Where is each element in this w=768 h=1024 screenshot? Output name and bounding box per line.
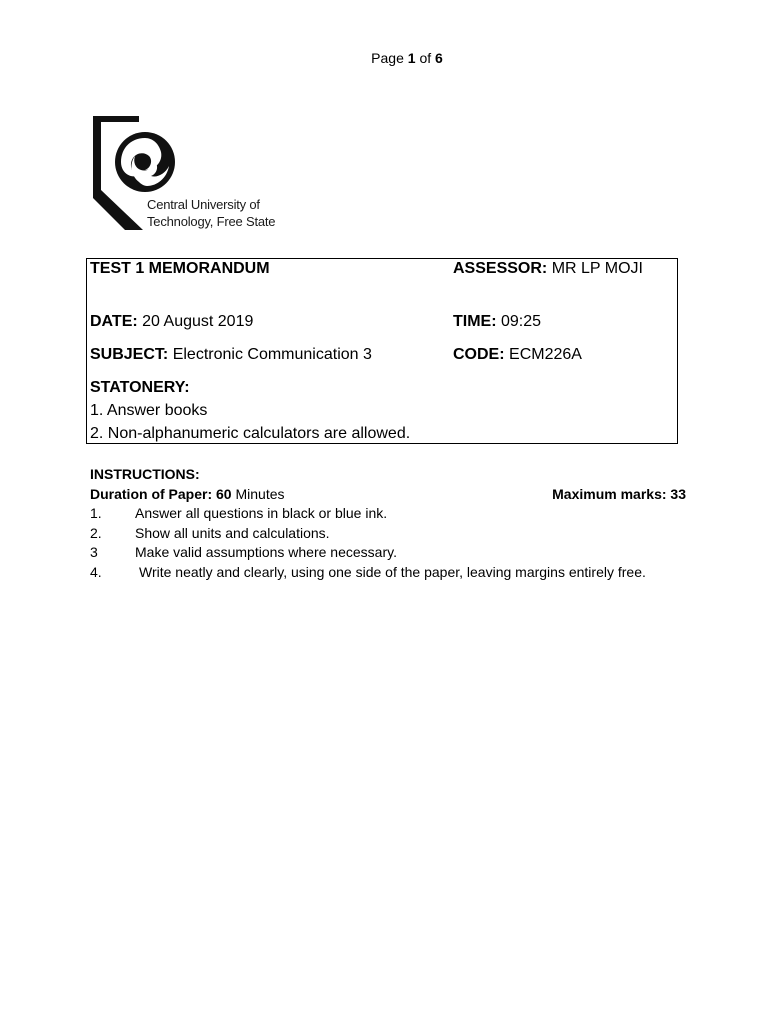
code-label: CODE: [453, 346, 505, 363]
duration-label: Duration of Paper: [90, 486, 213, 502]
date-value: 20 August 2019 [142, 313, 254, 330]
duration-unit: Minutes [235, 486, 285, 502]
subject-label: SUBJECT: [90, 346, 169, 363]
test-title: TEST 1 MEMORANDUM [90, 260, 270, 277]
date-label: DATE: [90, 313, 138, 330]
assessor [453, 260, 643, 278]
code [453, 346, 582, 364]
instruction-text: Answer all questions in black or blue ink. [135, 505, 388, 521]
max-marks-value: 33 [670, 486, 686, 502]
instruction-number: 3 [90, 544, 98, 560]
university-name-line2: Technology, Free State [147, 214, 276, 229]
code-value: ECM226A [509, 346, 582, 363]
instruction-text: Show all units and calculations. [135, 524, 330, 541]
stationery-label: STATONERY: [90, 379, 190, 396]
instructions-section [90, 465, 688, 582]
instruction-item [90, 543, 688, 563]
instruction-number: 2. [90, 524, 102, 541]
duration-value: 60 [216, 486, 232, 502]
of-word: of [419, 50, 432, 66]
instruction-item [90, 563, 688, 583]
instruction-text: Write neatly and clearly, using one side of the paper, leaving margins entirely free. [139, 563, 646, 580]
date [90, 313, 253, 331]
assessor-label: ASSESSOR: [453, 260, 548, 277]
instruction-item [90, 524, 688, 544]
instruction-number: 4. [90, 563, 102, 580]
instructions-heading: INSTRUCTIONS: [90, 466, 200, 482]
instruction-text: Make valid assumptions where necessary. [135, 544, 397, 560]
max-marks-label: Maximum marks: [552, 486, 667, 502]
current-page: 1 [407, 50, 416, 66]
stationery-item: 2. Non-alphanumeric calculators are allowed. [90, 425, 411, 442]
university-name [147, 196, 275, 230]
stationery-item: 1. Answer books [90, 402, 208, 419]
time-label: TIME: [453, 313, 497, 330]
university-logo [91, 114, 291, 234]
test-info-box [86, 258, 678, 444]
instruction-number: 1. [90, 505, 102, 521]
assessor-value: MR LP MOJI [551, 260, 643, 277]
duration-line [90, 484, 688, 504]
max-marks [552, 484, 686, 504]
time [453, 313, 541, 331]
university-name-line1: Central University of [147, 197, 260, 212]
time-value: 09:25 [501, 313, 542, 330]
subject-value: Electronic Communication 3 [172, 346, 372, 363]
total-pages: 6 [435, 50, 443, 66]
page-number [0, 50, 768, 66]
page-word: Page [371, 50, 404, 66]
instruction-item [90, 504, 688, 524]
subject [90, 346, 372, 364]
